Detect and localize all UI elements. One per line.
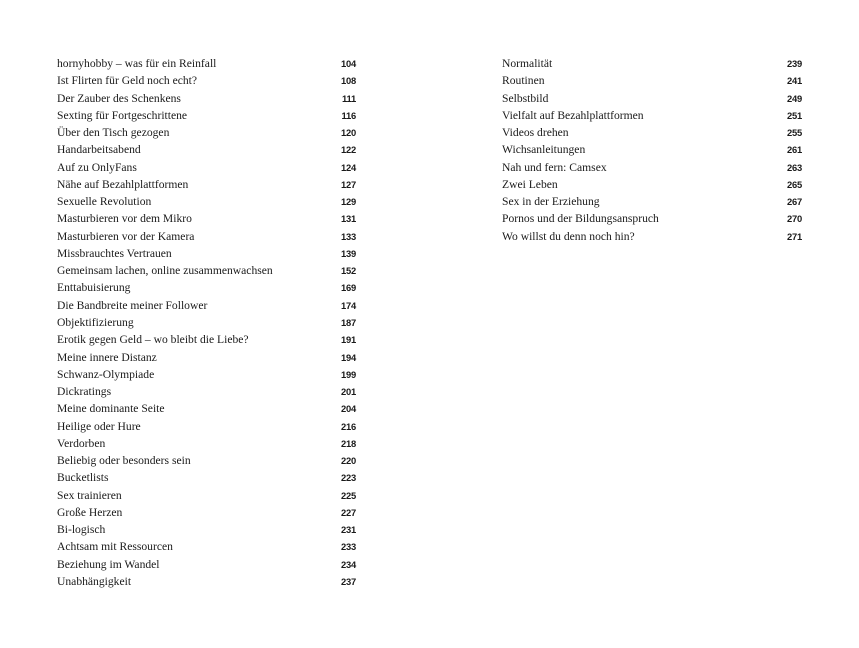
toc-entry-title: Gemeinsam lachen, online zusammenwachsen <box>57 264 273 278</box>
toc-entry-page: 223 <box>340 472 356 484</box>
toc-entry-title: Missbrauchtes Vertrauen <box>57 246 172 260</box>
toc-entry <box>57 262 356 279</box>
toc-entry-page: 122 <box>340 144 356 156</box>
toc-entry-title: Masturbieren vor der Kamera <box>57 229 195 243</box>
toc-entry-title: Der Zauber des Schenkens <box>57 91 181 105</box>
toc-entry-title: Wo willst du denn noch hin? <box>502 229 635 243</box>
toc-entry-title: Vielfalt auf Bezahlplattformen <box>502 108 644 122</box>
toc-entry-page: 261 <box>786 144 802 156</box>
toc-entry-page: 108 <box>340 75 356 87</box>
toc-entry-title: Sexting für Fortgeschrittene <box>57 108 188 122</box>
toc-entry-title: Enttabuisierung <box>57 281 131 295</box>
toc-entry <box>57 314 356 331</box>
toc-entry-title: Nah und fern: Camsex <box>502 160 607 174</box>
toc-entry <box>57 245 356 262</box>
toc-entry <box>57 193 356 210</box>
toc-entry-page: 237 <box>340 575 356 587</box>
toc-entry <box>502 141 802 158</box>
toc-entry-page: 104 <box>340 58 356 69</box>
toc-column-right <box>502 55 802 245</box>
toc-entry-title: Videos drehen <box>502 126 569 140</box>
toc-entry-title: Masturbieren vor dem Mikro <box>57 212 192 226</box>
toc-entry-page: 271 <box>786 230 802 242</box>
toc-entry-page: 187 <box>340 316 356 328</box>
toc-entry-page: 129 <box>340 196 356 208</box>
toc-entry-title: Beziehung im Wandel <box>57 557 160 571</box>
toc-entry-title: Beliebig oder besonders sein <box>57 454 191 468</box>
toc-entry-page: 239 <box>786 58 802 69</box>
toc-entry <box>57 383 356 400</box>
toc-entry-page: 127 <box>340 178 356 190</box>
toc-entry-title: Routinen <box>502 74 545 88</box>
toc-entry-title: Meine innere Distanz <box>57 350 157 364</box>
toc-entry-page: 255 <box>786 127 802 139</box>
toc-entry <box>502 72 802 89</box>
toc-entry <box>57 176 356 193</box>
toc-entry-title: Dickratings <box>57 385 112 399</box>
toc-entry-page: 249 <box>786 92 802 104</box>
toc-entry-title: Die Bandbreite meiner Follower <box>57 298 208 312</box>
toc-entry <box>502 90 802 107</box>
toc-entry <box>57 504 356 521</box>
toc-entry <box>57 210 356 227</box>
toc-entry-title: Heilige oder Hure <box>57 419 141 433</box>
toc-entry <box>57 538 356 555</box>
toc-entry <box>502 107 802 124</box>
toc-entry-page: 133 <box>340 230 356 242</box>
toc-entry-title: Verdorben <box>57 436 106 450</box>
toc-entry <box>502 176 802 193</box>
toc-entry-title: Unabhängigkeit <box>57 574 132 588</box>
toc-entry-page: 218 <box>340 437 356 449</box>
toc-entry-page: 174 <box>340 299 356 311</box>
toc-entry-title: Achtsam mit Ressourcen <box>57 540 173 554</box>
toc-entry-title: Normalität <box>502 57 553 70</box>
toc-entry-page: 265 <box>786 178 802 190</box>
toc-entry <box>57 279 356 296</box>
toc-entry-page: 204 <box>340 403 356 415</box>
toc-entry <box>57 487 356 504</box>
toc-entry-title: Sex trainieren <box>57 488 122 502</box>
toc-entry <box>57 418 356 435</box>
toc-entry <box>57 349 356 366</box>
toc-entry-page: 220 <box>340 455 356 467</box>
toc-entry-page: 241 <box>786 75 802 87</box>
toc-entry-page: 251 <box>786 109 802 121</box>
toc-entry-title: Große Herzen <box>57 505 123 519</box>
toc-entry <box>57 573 356 590</box>
toc-entry <box>502 124 802 141</box>
toc-entry <box>502 210 802 227</box>
toc-entry-title: Sex in der Erziehung <box>502 195 600 209</box>
toc-entry-page: 191 <box>340 334 356 346</box>
toc-entry-title: Über den Tisch gezogen <box>57 126 170 140</box>
toc-entry-page: 116 <box>341 109 356 121</box>
toc-entry-title: hornyhobby – was für ein Reinfall <box>57 57 217 70</box>
toc-column-left <box>57 55 356 590</box>
toc-entry <box>57 297 356 314</box>
toc-entry <box>57 141 356 158</box>
toc-entry <box>57 90 356 107</box>
toc-entry <box>57 469 356 486</box>
toc-entry-title: Auf zu OnlyFans <box>57 160 137 174</box>
toc-entry-page: 270 <box>786 213 802 225</box>
toc-entry-page: 120 <box>340 127 356 139</box>
toc-entry-title: Meine dominante Seite <box>57 402 165 416</box>
toc-entry <box>57 452 356 469</box>
toc-entry-page: 194 <box>340 351 356 363</box>
toc-entry <box>57 556 356 573</box>
toc-entry-page: 169 <box>340 282 356 294</box>
toc-entry-title: Selbstbild <box>502 91 549 105</box>
toc-entry-page: 231 <box>340 524 356 536</box>
toc-entry-title: Erotik gegen Geld – wo bleibt die Liebe? <box>57 333 249 347</box>
toc-entry-page: 124 <box>340 161 356 173</box>
toc-entry-page: 233 <box>340 541 356 553</box>
toc-entry <box>57 331 356 348</box>
toc-entry-page: 131 <box>340 213 356 225</box>
toc-entry <box>57 159 356 176</box>
toc-entry-page: 234 <box>340 558 356 570</box>
toc-entry <box>57 55 356 72</box>
toc-entry <box>502 193 802 210</box>
toc-entry-title: Objektifizierung <box>57 315 134 329</box>
toc-entry-title: Ist Flirten für Geld noch echt? <box>57 74 198 88</box>
toc-entry-page: 216 <box>340 420 356 432</box>
toc-entry-title: Sexuelle Revolution <box>57 195 152 209</box>
toc-entry <box>57 124 356 141</box>
toc-entry <box>57 72 356 89</box>
toc-entry-title: Handarbeitsabend <box>57 143 141 157</box>
toc-entry-page: 201 <box>340 386 356 398</box>
toc-entry-page: 111 <box>341 92 356 104</box>
toc-entry-title: Wichsanleitungen <box>502 143 586 157</box>
toc-entry-page: 139 <box>340 247 356 259</box>
toc-entry-title: Zwei Leben <box>502 177 558 191</box>
toc-entry-page: 227 <box>340 506 356 518</box>
toc-entry-page: 225 <box>340 489 356 501</box>
toc-entry <box>502 55 802 72</box>
toc-entry-title: Schwanz-Olympiade <box>57 367 155 381</box>
toc-entry <box>57 366 356 383</box>
toc-entry-title: Nähe auf Bezahlplattformen <box>57 177 189 191</box>
toc-entry-page: 152 <box>340 265 356 277</box>
toc-entry <box>57 521 356 538</box>
toc-entry-title: Pornos und der Bildungsanspruch <box>502 212 659 226</box>
toc-entry <box>502 159 802 176</box>
toc-entry-page: 267 <box>786 196 802 208</box>
toc-entry <box>57 400 356 417</box>
toc-entry-title: Bucketlists <box>57 471 109 485</box>
toc-entry <box>57 435 356 452</box>
toc-entry <box>502 228 802 245</box>
toc-entry <box>57 228 356 245</box>
toc-entry-page: 263 <box>786 161 802 173</box>
toc-entry <box>57 107 356 124</box>
toc-entry-page: 199 <box>340 368 356 380</box>
toc-entry-title: Bi-logisch <box>57 523 106 537</box>
